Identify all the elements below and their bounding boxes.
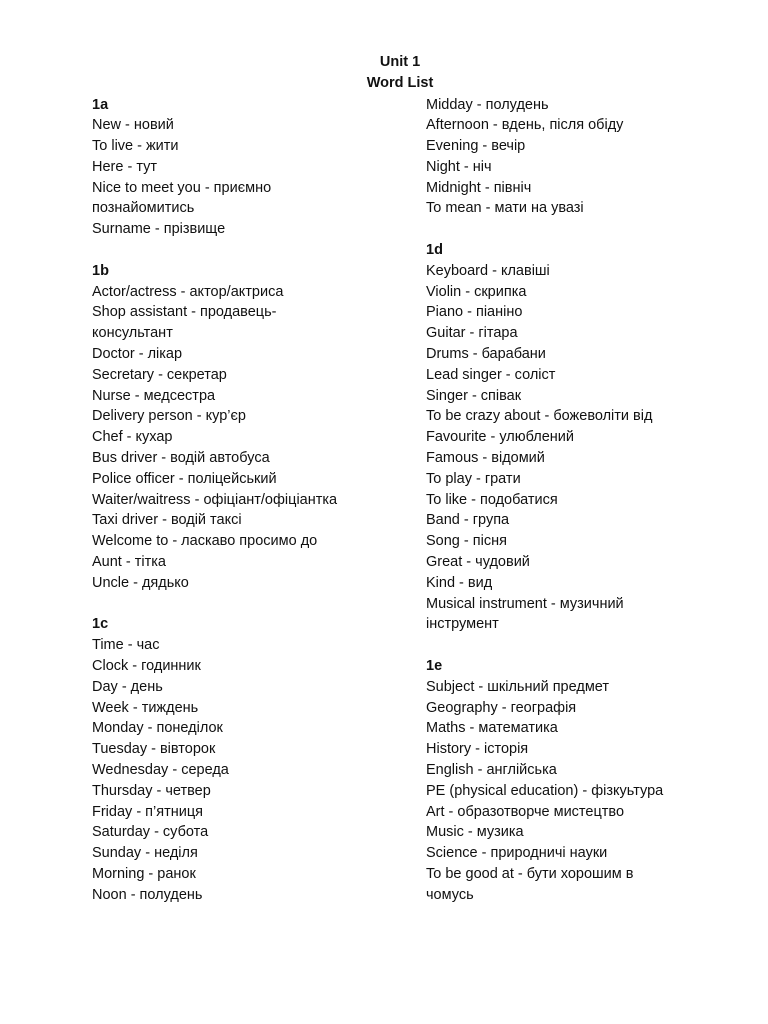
section-gap [92, 240, 422, 261]
word-entry: Day - день [92, 678, 163, 695]
word-entry: чомусь [426, 886, 474, 903]
word-entry: Actor/actress - актор/актриса [92, 283, 284, 300]
unit-title: Unit 1 [379, 54, 421, 70]
word-entry: Musical instrument - музичний [426, 595, 624, 612]
word-entry: Band - група [426, 512, 510, 529]
word-entry: Violin - скрипка [426, 283, 527, 300]
word-entry: To be good at - бути хорошим в [426, 865, 634, 882]
word-entry: Saturday - субота [92, 824, 209, 841]
right-column [426, 95, 756, 906]
word-entry: Guitar - гітара [426, 325, 518, 342]
word-entry: Thursday - четвер [92, 782, 211, 799]
word-entry: Midnight - північ [426, 179, 532, 196]
word-entry: Art - образотворче мистецтво [426, 803, 625, 820]
word-entry: Nurse - медсестра [92, 387, 216, 404]
word-entry: To like - подобатися [426, 491, 558, 508]
word-entry: Piano - піаніно [426, 304, 523, 321]
word-entry: Night - ніч [426, 158, 492, 175]
word-entry: Police officer - поліцейський [92, 470, 277, 487]
left-column [92, 95, 422, 906]
word-entry: Bus driver - водій автобуса [92, 450, 270, 467]
word-entry: Singer - співак [426, 387, 522, 404]
word-entry: познайомитись [92, 200, 195, 217]
word-entry: Waiter/waitress - офіціант/офіціантка [92, 491, 338, 508]
word-entry: Lead singer - соліст [426, 366, 556, 383]
word-entry: консультант [92, 325, 173, 342]
section-heading: 1d [426, 242, 443, 259]
word-entry: Clock - годинник [92, 658, 201, 675]
word-entry: Subject - шкільний предмет [426, 678, 610, 695]
section-heading: 1c [92, 616, 109, 633]
word-entry: Music - музика [426, 824, 524, 841]
word-entry: Drums - барабани [426, 346, 546, 363]
word-entry: Favourite - улюблений [426, 429, 574, 446]
word-entry: Evening - вечір [426, 138, 526, 155]
word-entry: Surname - прізвище [92, 221, 226, 238]
word-entry: Secretary - секретар [92, 366, 227, 383]
word-entry: Famous - відомий [426, 450, 545, 467]
word-entry: Week - тиждень [92, 699, 199, 716]
word-entry: To play - грати [426, 470, 521, 487]
word-entry: PE (physical education) - фізкуьтура [426, 782, 664, 799]
word-entry: To mean - мати на увазі [426, 200, 584, 217]
word-entry: Aunt - тітка [92, 554, 166, 571]
word-entry: Friday - п’ятниця [92, 803, 204, 820]
section-heading: 1b [92, 262, 109, 279]
word-entry: New - новий [92, 117, 174, 134]
section-heading: 1e [426, 658, 443, 675]
word-entry: Monday - понеділок [92, 720, 223, 737]
word-entry: Maths - математика [426, 720, 558, 737]
word-entry: Midday - полудень [426, 96, 549, 113]
word-entry: Science - природничі науки [426, 845, 608, 862]
word-entry: Morning - ранок [92, 865, 196, 882]
section-heading: 1a [92, 96, 109, 113]
word-entry: Song - пісня [426, 533, 507, 550]
word-entry: Great - чудовий [426, 554, 530, 571]
word-entry: Keyboard - клавіші [426, 262, 550, 279]
word-entry: History - історія [426, 741, 529, 758]
word-entry: Shop assistant - продавець- [92, 304, 277, 321]
word-entry: To live - жити [92, 138, 179, 155]
word-entry: To be crazy about - божеволіти від [426, 408, 653, 425]
word-entry: Sunday - неділя [92, 845, 198, 862]
word-entry: Afternoon - вдень, після обіду [426, 117, 624, 134]
section-gap [426, 635, 756, 656]
word-entry: Doctor - лікар [92, 346, 183, 363]
word-entry: Wednesday - середа [92, 762, 229, 778]
word-entry: Uncle - дядько [92, 574, 189, 591]
word-entry: English - англійська [426, 762, 557, 778]
section-gap [92, 594, 422, 615]
word-entry: Chef - кухар [92, 429, 173, 446]
title-block [0, 52, 768, 94]
section-gap [426, 219, 756, 240]
word-entry: Noon - полудень [92, 886, 203, 903]
word-entry: Time - час [92, 637, 160, 654]
word-entry: Delivery person - кур’єр [92, 408, 246, 425]
word-entry: Welcome to - ласкаво просимо до [92, 533, 318, 550]
word-entry: Nice to meet you - приємно [92, 179, 272, 196]
word-entry: інструмент [426, 616, 499, 633]
word-list-subtitle: Word List [366, 74, 434, 91]
word-entry: Kind - вид [426, 574, 493, 591]
word-entry: Tuesday - вівторок [92, 741, 216, 758]
word-entry: Taxi driver - водій таксі [92, 512, 242, 529]
word-entry: Here - тут [92, 158, 158, 175]
word-entry: Geography - географія [426, 699, 577, 716]
